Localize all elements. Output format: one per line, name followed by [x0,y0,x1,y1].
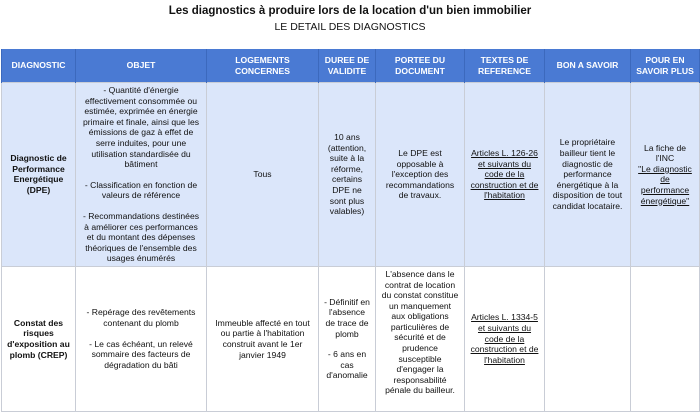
objet-item: - Quantité d'énergie effectivement consommée ou estimée, exprimée en énergie primaire et finale, ainsi que les émissions de gaz à effet de serre induites, pour une utilisation standardisée du bâtiment [82,85,200,170]
table-row [2,266,700,411]
cell-textes [465,266,545,411]
column-header-portee: PORTEE DU DOCUMENT [376,49,465,83]
page-header [0,0,700,34]
duree-item: - 6 ans en cas d'anomalie [326,349,368,381]
cell-plus [631,83,700,267]
column-header-diagnostic: DIAGNOSTIC [2,49,76,83]
cell-duree [319,266,376,411]
cell-logements: Tous [207,83,319,267]
objet-item: - Classification en fonction de valeurs de référence [84,179,198,201]
objet-item: - Le cas échéant, un relevé sommaire des facteurs de dégradation du bâti [89,338,193,370]
table-header-row [2,49,700,83]
page-title: Les diagnostics à produire lors de la location d'un bien immobilier [168,5,532,17]
reference-link[interactable]: Articles L. 1334-5 et suivants du code de la construction et de l'habitation [470,312,539,365]
cell-portee: Le DPE est opposable à l'exception des recommandations de travaux. [376,83,465,267]
cell-objet [76,83,207,267]
fiche-inc-link[interactable]: "Le diagnostic de performance énergétique" [638,163,692,206]
cell-bon-a-savoir: Le propriétaire bailleur tient le diagnostic de performance énergétique à la disposition de tout candidat locataire. [545,83,631,267]
objet-item: - Recommandations destinées à améliorer ces performances et du montant des dépenses théoriques de l'ensemble des usages énumérés [82,210,200,264]
plus-prefix: La fiche de l'INC [643,142,687,164]
duree-item: - Définitif en l'absence de trace de plomb [324,296,370,339]
column-header-textes: TEXTES DE REFERENCE [465,49,545,83]
column-header-logements: LOGEMENTS CONCERNES [207,49,319,83]
cell-plus [631,266,700,411]
table-row [2,83,700,267]
column-header-bon-a-savoir: BON A SAVOIR [545,49,631,83]
cell-portee: L'absence dans le contrat de location du constat constitue un manquement aux obligations particulières de sécurité et de prudence susceptible d'engager la responsabilité pénale du bailleur. [376,266,465,411]
reference-link[interactable]: Articles L. 126-26 et suivants du code de la construction et de l'habitation [470,147,539,201]
cell-diagnostic: Constat des risques d'exposition au plomb (CREP) [2,266,76,411]
cell-diagnostic: Diagnostic de Performance Energétique (DPE) [2,83,76,267]
cell-textes [465,83,545,267]
column-header-plus: POUR EN SAVOIR PLUS [631,49,700,83]
cell-objet [76,266,207,411]
objet-item: - Repérage des revêtements contenant du plomb [86,307,196,329]
column-header-duree: DUREE DE VALIDITE [319,49,376,83]
page-subtitle: LE DETAIL DES DIAGNOSTICS [274,21,426,33]
cell-bon-a-savoir [545,266,631,411]
column-header-objet: OBJET [76,49,207,83]
cell-logements: Immeuble affecté en tout ou partie à l'habitation construit avant le 1er janvier 1949 [207,266,319,411]
diagnostics-table [1,49,700,412]
cell-duree: 10 ans (attention, suite à la réforme, certains DPE ne sont plus valables) [319,83,376,267]
